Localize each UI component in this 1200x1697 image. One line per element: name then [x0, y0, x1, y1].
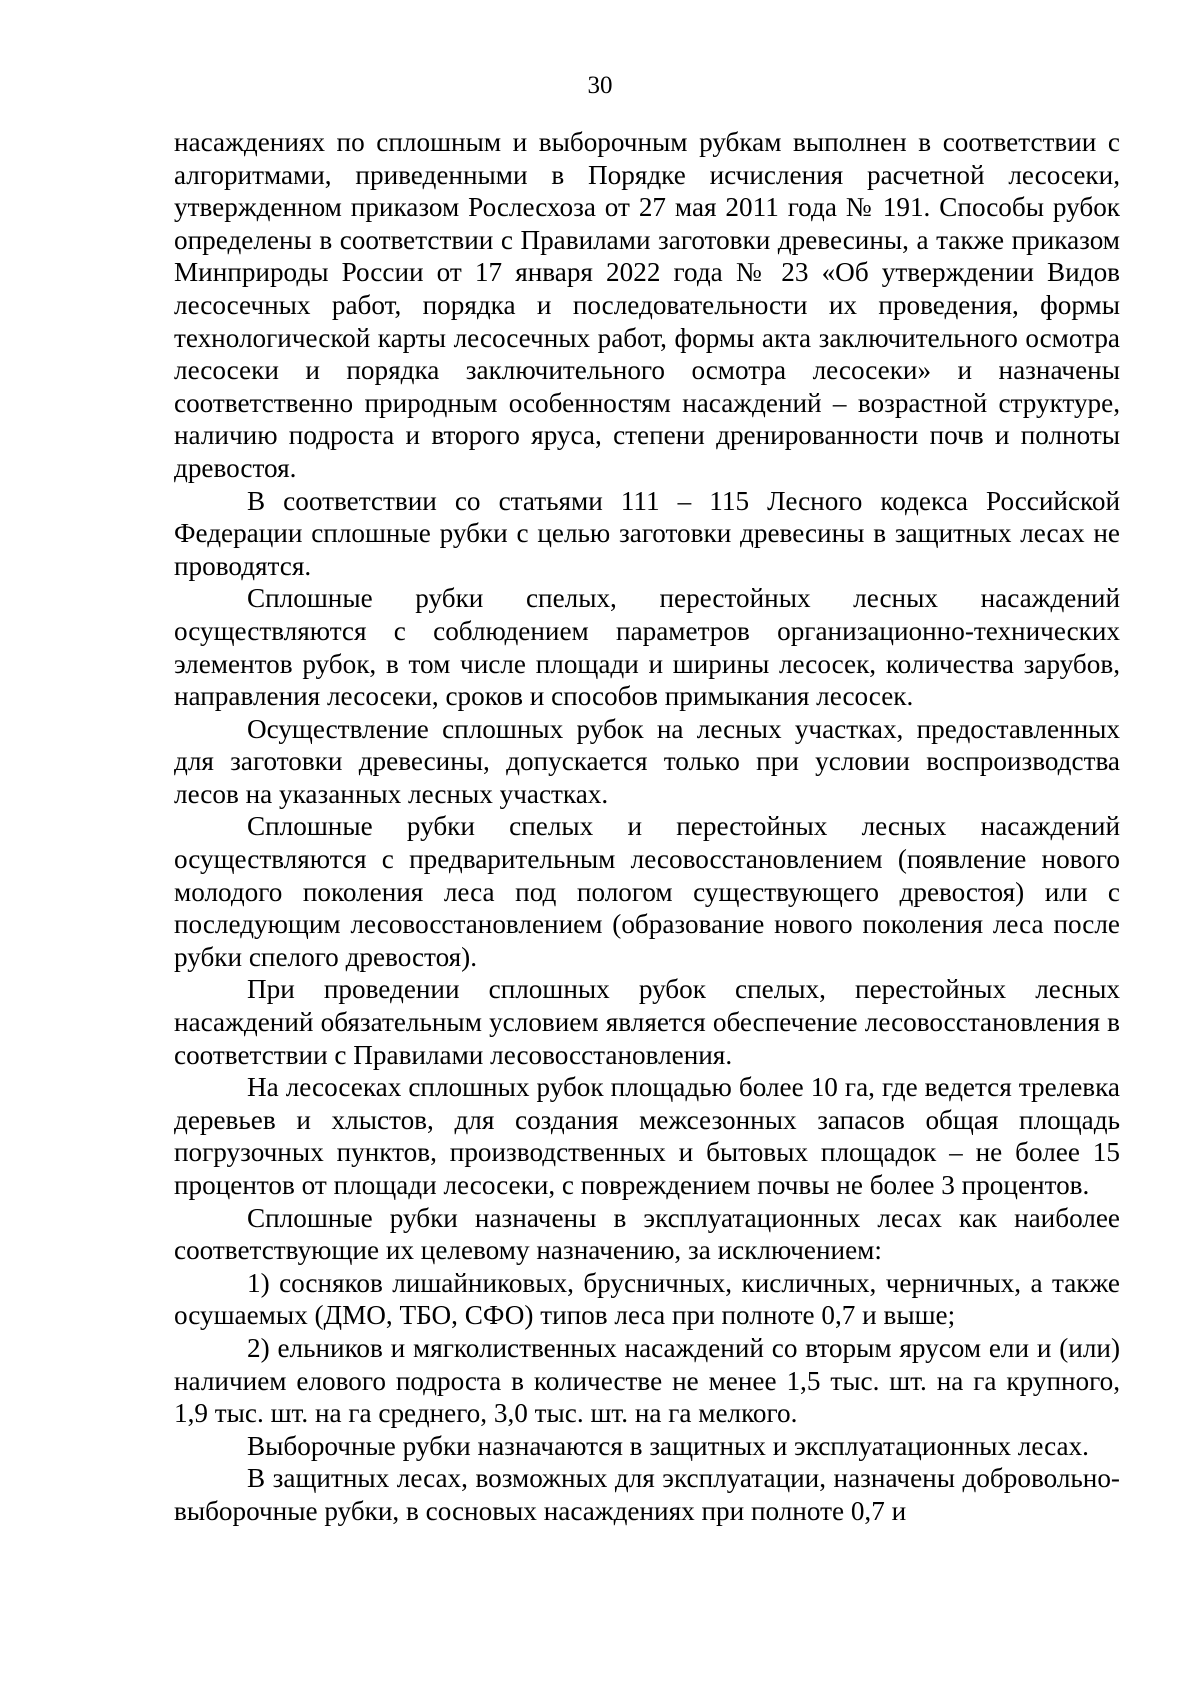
paragraph: В защитных лесах, возможных для эксплуатации, назначены добровольно-выборочные рубки, в сосновых насаждениях при полноте 0,7 и — [174, 1463, 1120, 1526]
paragraph: На лесосеках сплошных рубок площадью более 10 га, где ведется трелевка деревьев и хлыстов, для создания межсезонных запасов общая площадь погрузочных пунктов, производственных и бытовых площадок – не более 15 процентов от площади лесосеки, с повреждением почвы не более 3 процентов. — [174, 1072, 1120, 1200]
paragraph: Сплошные рубки назначены в эксплуатационных лесах как наиболее соответствующие их целевому назначению, за исключением: — [174, 1202, 1120, 1266]
list-item: 1) сосняков лишайниковых, брусничных, кисличных, черничных, а также осушаемых (ДМО, ТБО, СФО) типов леса при полноте 0,7 и выше; — [174, 1267, 1120, 1331]
list-item: 2) ельников и мягколиственных насаждений со вторым ярусом ели и (или) наличием елового подроста в количестве не менее 1,5 тыс. шт. на га крупного, 1,9 тыс. шт. на га среднего, 3,0 тыс. шт. на га мелкого. — [174, 1332, 1120, 1429]
paragraph: насаждениях по сплошным и выборочным рубкам выполнен в соответствии с алгоритмами, приведенными в Порядке исчисления расчетной лесосеки, утвержденном приказом Рослесхоза от 27 мая 2011 года № 191. Способы рубок определены в соответствии с Правилами заготовки древесины, а также приказом Минприроды России от 17 января 2022 года № 23 «Об утверждении Видов лесосечных работ, порядка и последовательности их проведения, формы технологической карты лесосечных работ, формы акта заключительного осмотра лесосеки и порядка заключительного осмотра лесосеки» и назначены соответственно природным особенностям насаждений – возрастной структуре, наличию подроста и второго яруса, степени дренированности почв и полноты древостоя. — [174, 127, 1120, 483]
paragraph: Сплошные рубки спелых и перестойных лесных насаждений осуществляются с предварительным лесовосстановлением (появление нового молодого поколения леса под пологом существующего древостоя) или с последующим лесовосстановлением (образование нового поколения леса после рубки спелого древостоя). — [174, 811, 1120, 972]
paragraph: Выборочные рубки назначаются в защитных и эксплуатационных лесах. — [247, 1430, 1089, 1461]
paragraph: При проведении сплошных рубок спелых, перестойных лесных насаждений обязательным условием является обеспечение лесовосстановления в соответствии с Правилами лесовосстановления. — [174, 974, 1120, 1070]
paragraph: Осуществление сплошных рубок на лесных участках, предоставленных для заготовки древесины, допускается только при условии воспроизводства лесов на указанных лесных участках. — [174, 713, 1120, 809]
paragraph: В соответствии со статьями 111 – 115 Лесного кодекса Российской Федерации сплошные рубки с целью заготовки древесины в защитных лесах не проводятся. — [174, 485, 1120, 581]
page-number: 30 — [587, 72, 613, 99]
paragraph: Сплошные рубки спелых, перестойных лесных насаждений осуществляются с соблюдением параметров организационно-технических элементов рубок, в том числе площади и ширины лесосек, количества зарубов, направления лесосеки, сроков и способов примыкания лесосек. — [174, 583, 1120, 712]
body-text — [174, 126, 1120, 1528]
